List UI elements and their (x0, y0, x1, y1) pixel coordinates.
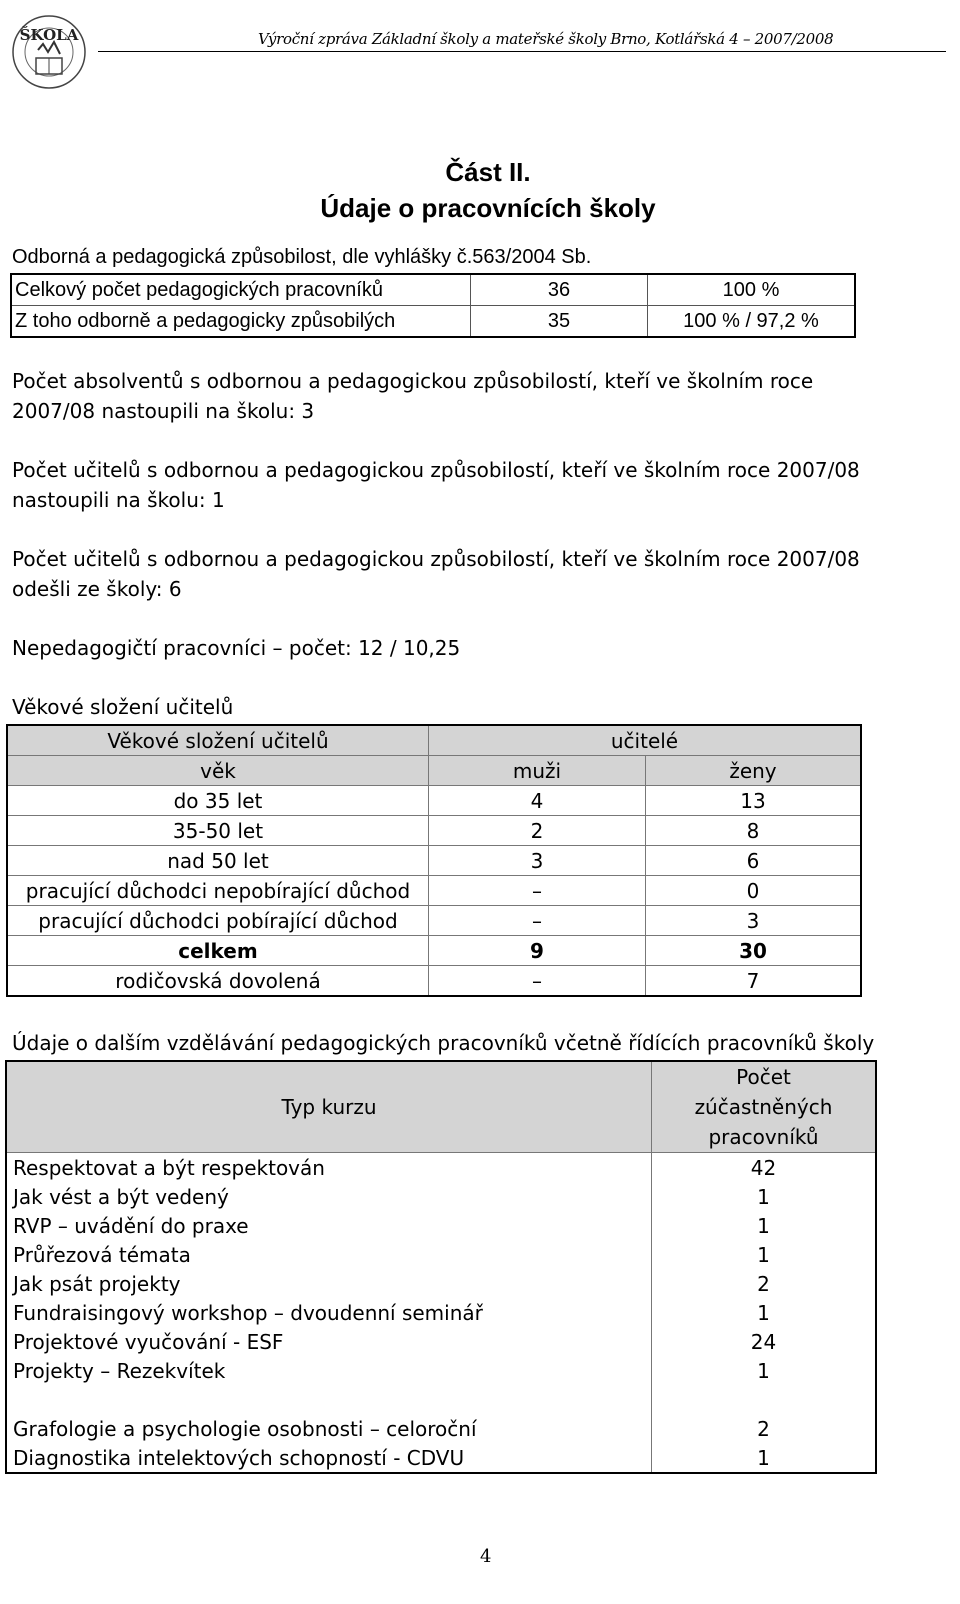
men-value: – (429, 906, 646, 936)
age-heading: Věkové složení učitelů (12, 695, 234, 719)
part-title: Údaje o pracovnících školy (320, 193, 656, 223)
paragraph-graduates-line2: 2007/08 nastoupili na školu: 3 (12, 399, 315, 423)
table-row (6, 1356, 876, 1385)
col-header-men: muži (429, 756, 646, 786)
table-row (6, 1443, 876, 1473)
course-name: Respektovat a být respektován (6, 1153, 652, 1183)
course-count: 1 (652, 1240, 877, 1269)
paragraph-nonteaching: Nepedagogičtí pracovníci – počet: 12 / 10,25 (12, 636, 461, 660)
col-header-participants (652, 1061, 877, 1153)
table-row (6, 1153, 876, 1183)
page-number: 4 (480, 1546, 492, 1567)
part-label: Část II. (445, 157, 531, 187)
table-row (7, 876, 861, 906)
row-label: Z toho odborně a pedagogicky způsobilých (11, 306, 471, 338)
women-value: 8 (646, 816, 862, 846)
men-value: – (429, 876, 646, 906)
col-header-teachers: učitelé (429, 725, 862, 756)
course-name: Jak psát projekty (6, 1269, 652, 1298)
men-value: 4 (429, 786, 646, 816)
women-value: 13 (646, 786, 862, 816)
row-label: Celkový počet pedagogických pracovníků (11, 274, 471, 306)
table-row (6, 1269, 876, 1298)
course-count: 2 (652, 1269, 877, 1298)
course-name: Fundraisingový workshop – dvoudenní seminář (6, 1298, 652, 1327)
paragraph-left-line1: Počet učitelů s odbornou a pedagogickou způsobilostí, kteří ve školním roce 2007/08 (12, 547, 860, 571)
women-value: 3 (646, 906, 862, 936)
table-row (7, 846, 861, 876)
table-row (11, 274, 855, 306)
table-row (11, 306, 855, 338)
qualification-heading: Odborná a pedagogická způsobilost, dle vyhlášky č.563/2004 Sb. (12, 246, 592, 268)
course-count: 1 (652, 1298, 877, 1327)
age-label: 35-50 let (7, 816, 429, 846)
table-total-row (7, 936, 861, 966)
age-label: pracující důchodci pobírající důchod (7, 906, 429, 936)
women-value: 7 (646, 966, 862, 997)
course-name: Projekty – Rezekvítek (6, 1356, 652, 1385)
table-row (6, 1182, 876, 1211)
paragraph-left-line2: odešli ze školy: 6 (12, 577, 182, 601)
course-count: 1 (652, 1182, 877, 1211)
table-row (7, 966, 861, 997)
header-rule (258, 51, 946, 52)
training-heading: Údaje o dalším vzdělávání pedagogických pracovníků včetně řídících pracovníků školy (12, 1031, 875, 1055)
school-logo (8, 6, 90, 98)
table-row (6, 1211, 876, 1240)
table-row (7, 906, 861, 936)
table-row (7, 786, 861, 816)
age-label: do 35 let (7, 786, 429, 816)
total-women: 30 (646, 936, 862, 966)
men-value: – (429, 966, 646, 997)
table-row (7, 816, 861, 846)
course-count: 1 (652, 1356, 877, 1385)
total-men: 9 (429, 936, 646, 966)
table-header-row (7, 725, 861, 756)
paragraph-graduates-line1: Počet absolventů s odbornou a pedagogickou způsobilostí, kteří ve školním roce (12, 369, 814, 393)
running-header: Výroční zpráva Základní školy a mateřské školy Brno, Kotlářská 4 – 2007/2008 (258, 30, 834, 48)
course-count: 1 (652, 1211, 877, 1240)
qualification-table (10, 273, 856, 338)
paragraph-joined-line1: Počet učitelů s odbornou a pedagogickou způsobilostí, kteří ve školním roce 2007/08 (12, 458, 860, 482)
age-label: rodičovská dovolená (7, 966, 429, 997)
age-table (6, 724, 862, 997)
header-rule-left (98, 51, 260, 52)
table-row (6, 1298, 876, 1327)
table-row-empty (6, 1385, 876, 1414)
table-header-row (6, 1061, 876, 1153)
row-count: 35 (471, 306, 648, 338)
col-header-women: ženy (646, 756, 862, 786)
col-header-course-type: Typ kurzu (6, 1061, 652, 1153)
training-table (5, 1060, 877, 1474)
paragraph-joined-line2: nastoupili na školu: 1 (12, 488, 225, 512)
course-name: RVP – uvádění do praxe (6, 1211, 652, 1240)
course-name: Průřezová témata (6, 1240, 652, 1269)
row-count: 36 (471, 274, 648, 306)
men-value: 3 (429, 846, 646, 876)
women-value: 6 (646, 846, 862, 876)
logo-text: ŠKOLA (19, 26, 79, 44)
col-header-participants-l3: pracovníků (708, 1125, 819, 1149)
course-name: Grafologie a psychologie osobnosti – celoroční (6, 1414, 652, 1443)
course-count (652, 1385, 877, 1414)
total-label: celkem (7, 936, 429, 966)
course-name: Projektové vyučování - ESF (6, 1327, 652, 1356)
table-row (6, 1414, 876, 1443)
course-count: 1 (652, 1443, 877, 1473)
col-header-participants-l2: zúčastněných (694, 1095, 833, 1119)
women-value: 0 (646, 876, 862, 906)
course-count: 24 (652, 1327, 877, 1356)
age-label: pracující důchodci nepobírající důchod (7, 876, 429, 906)
course-name (6, 1385, 652, 1414)
col-header-age: věk (7, 756, 429, 786)
age-label: nad 50 let (7, 846, 429, 876)
course-count: 42 (652, 1153, 877, 1183)
course-name: Jak vést a být vedený (6, 1182, 652, 1211)
course-count: 2 (652, 1414, 877, 1443)
row-percent: 100 % (648, 274, 856, 306)
course-name: Diagnostika intelektových schopností - CDVU (6, 1443, 652, 1473)
table-subheader-row (7, 756, 861, 786)
table-row (6, 1240, 876, 1269)
men-value: 2 (429, 816, 646, 846)
row-percent: 100 % / 97,2 % (648, 306, 856, 338)
col-header-participants-l1: Počet (736, 1065, 791, 1089)
table-row (6, 1327, 876, 1356)
col-header-age-structure: Věkové složení učitelů (7, 725, 429, 756)
